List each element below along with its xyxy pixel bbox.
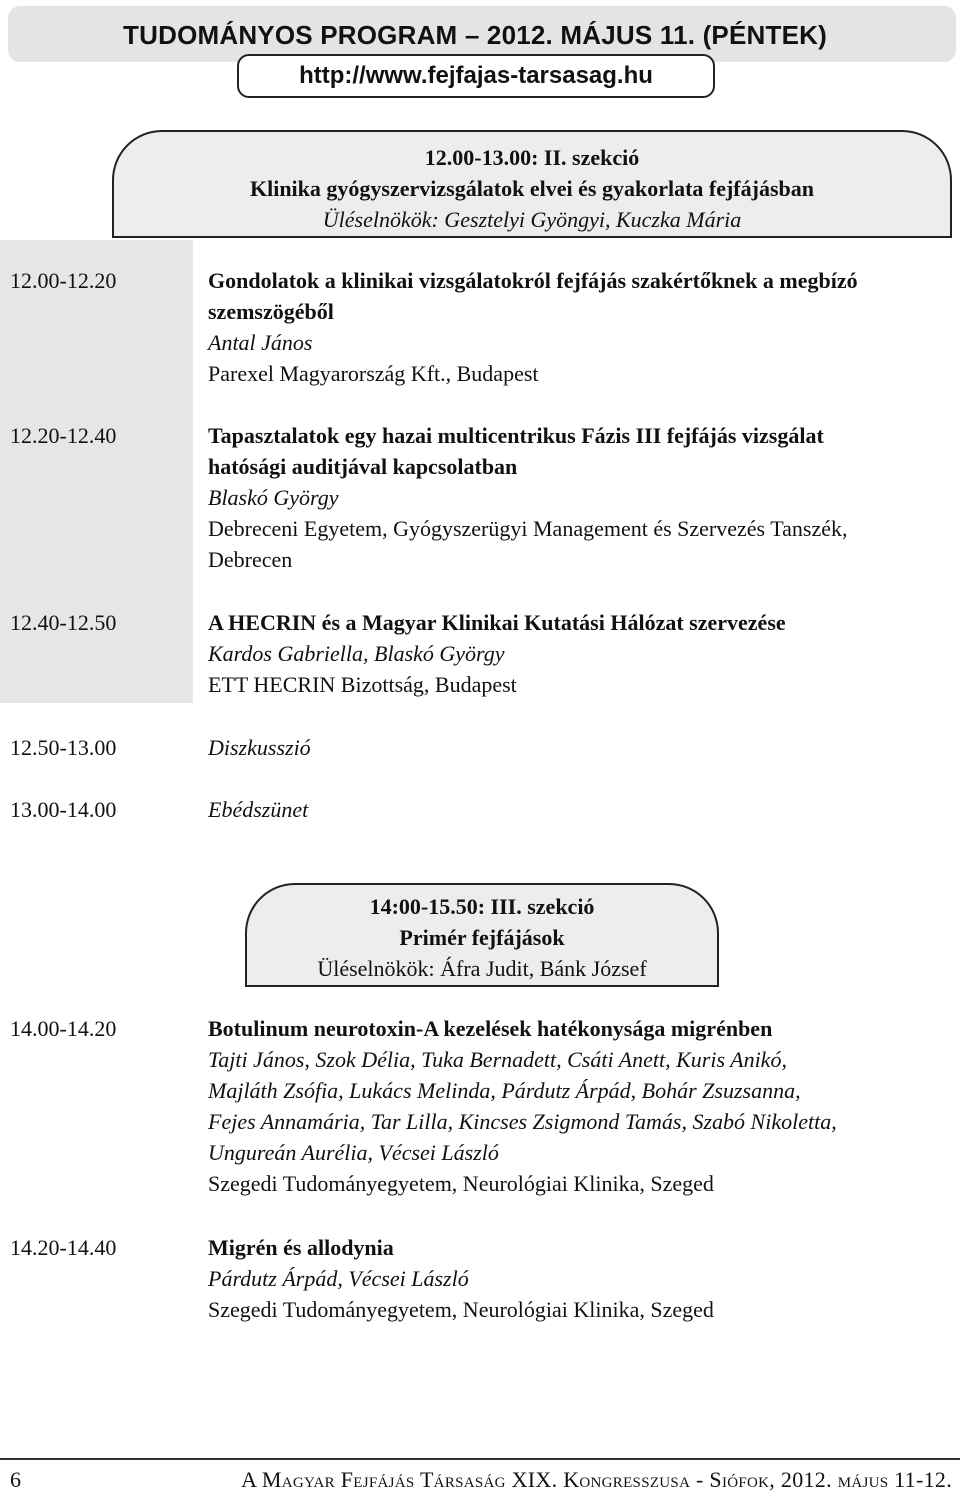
talk-authors: Ungureán Aurélia, Vécsei László — [208, 1140, 499, 1165]
session-3-header — [245, 883, 719, 987]
talk-title: szemszögéből — [208, 299, 334, 324]
talk-affiliation: Parexel Magyarország Kft., Budapest — [208, 361, 539, 386]
talk-time: 12.00-12.20 — [10, 268, 117, 293]
talk-time: 12.40-12.50 — [10, 610, 117, 635]
talk-affiliation: Debrecen — [208, 547, 293, 572]
footer-title: A Magyar Fejfájás Társaság XIX. Kongresszusa - Siófok, 2012. május 11-12. — [241, 1467, 952, 1492]
session-2-chairs: Üléselnökök: Gesztelyi Gyöngyi, Kuczka Mária — [322, 207, 742, 232]
talk-authors: Blaskó György — [208, 485, 339, 510]
talk-title: Tapasztalatok egy hazai multicentrikus Fázis III fejfájás vizsgálat — [208, 423, 824, 448]
talk-time: 14.00-14.20 — [10, 1016, 117, 1041]
session-3-topic: Primér fejfájások — [399, 925, 565, 950]
talk-authors: Fejes Annamária, Tar Lilla, Kincses Zsigmond Tamás, Szabó Nikoletta, — [208, 1109, 837, 1134]
page-number: 6 — [10, 1467, 21, 1492]
talk-affiliation: Debreceni Egyetem, Gyógyszerügyi Management és Szervezés Tanszék, — [208, 516, 848, 541]
session-2-time: 12.00-13.00: II. szekció — [424, 145, 640, 170]
talk-title: Migrén és allodynia — [208, 1235, 394, 1260]
talk-authors: Antal János — [208, 330, 313, 355]
talk-affiliation: ETT HECRIN Bizottság, Budapest — [208, 672, 517, 697]
page-title: TUDOMÁNYOS PROGRAM – 2012. MÁJUS 11. (PÉNTEK) — [123, 20, 827, 50]
session-3-chairs: Üléselnökök: Áfra Judit, Bánk József — [317, 956, 647, 981]
talk-time: 13.00-14.00 — [10, 797, 117, 822]
talk-authors: Párdutz Árpád, Vécsei László — [208, 1266, 469, 1291]
lunch-break-label: Ebédszünet — [208, 797, 309, 822]
website-url[interactable]: http://www.fejfajas-tarsasag.hu — [237, 54, 715, 98]
talk-title: Botulinum neurotoxin-A kezelések hatékonysága migrénben — [208, 1016, 773, 1041]
session-2-header — [112, 130, 952, 238]
discussion-label: Diszkusszió — [208, 735, 311, 760]
talk-affiliation: Szegedi Tudományegyetem, Neurológiai Klinika, Szeged — [208, 1171, 714, 1196]
talk-time: 14.20-14.40 — [10, 1235, 117, 1260]
talk-title: Gondolatok a klinikai vizsgálatokról fejfájás szakértőknek a megbízó — [208, 268, 858, 293]
session-2-topic: Klinika gyógyszervizsgálatok elvei és gyakorlata fejfájásban — [249, 176, 814, 201]
talk-title: A HECRIN és a Magyar Klinikai Kutatási Hálózat szervezése — [208, 610, 786, 635]
talk-authors: Majláth Zsófia, Lukács Melinda, Párdutz Árpád, Bohár Zsuzsanna, — [208, 1078, 801, 1103]
talk-authors: Tajti János, Szok Délia, Tuka Bernadett, Csáti Anett, Kuris Anikó, — [208, 1047, 787, 1072]
talk-time: 12.20-12.40 — [10, 423, 117, 448]
footer-divider — [0, 1458, 960, 1460]
talk-time: 12.50-13.00 — [10, 735, 117, 760]
talk-authors: Kardos Gabriella, Blaskó György — [208, 641, 505, 666]
session-3-time: 14:00-15.50: III. szekció — [369, 894, 595, 919]
talk-title: hatósági auditjával kapcsolatban — [208, 454, 518, 479]
talk-affiliation: Szegedi Tudományegyetem, Neurológiai Klinika, Szeged — [208, 1297, 714, 1322]
